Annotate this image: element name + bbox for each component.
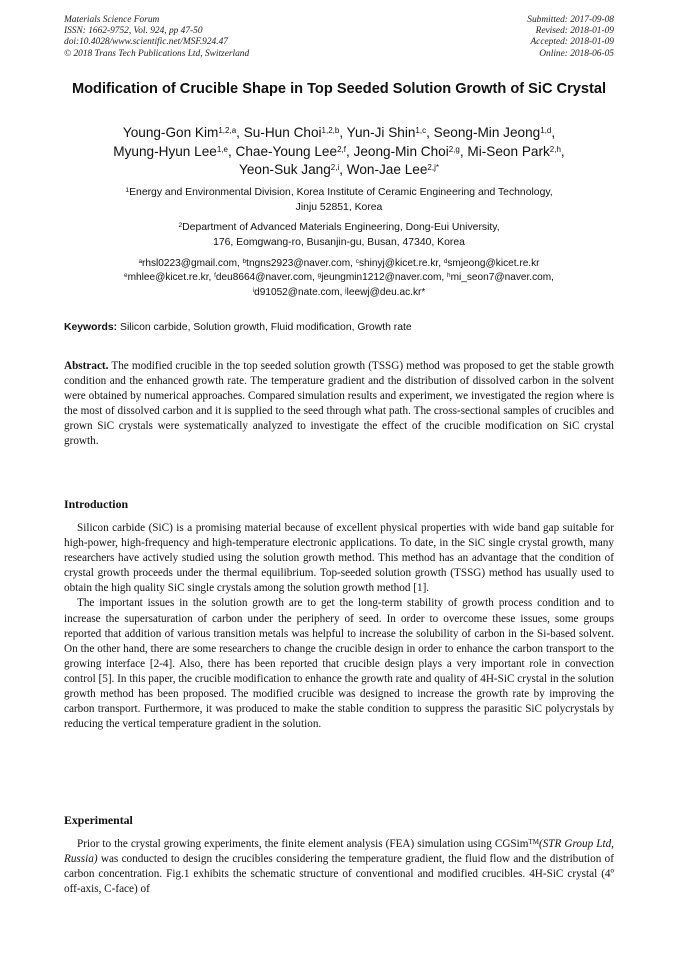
abstract bbox=[64, 359, 614, 450]
author: Seong-Min Jeong$^{1,d}$ bbox=[433, 125, 552, 140]
email: $^d$smjeong@kicet.re.kr bbox=[443, 258, 540, 269]
introduction-heading: Introduction bbox=[64, 497, 129, 511]
email: $^e$mhlee@kicet.re.kr bbox=[124, 272, 209, 284]
affiliation-2: $^2$Department of Advanced Materials Engineering, Dong-Eui University, 176, Eomgwang-ro, Busanjin-gu, Busan, 47340, Korea bbox=[178, 222, 500, 248]
email: $^j$leewj@deu.ac.kr* bbox=[345, 286, 426, 298]
affiliation-1: $^1$Energy and Environmental Division, Korea Institute of Ceramic Engineering and Technology, Jinju 52851, Korea bbox=[125, 187, 553, 213]
keywords-text: Silicon carbide, Solution growth, Fluid modification, Growth rate bbox=[120, 322, 412, 333]
email: $^g$jeungmin1212@naver.com bbox=[317, 272, 442, 284]
introduction-body bbox=[64, 521, 614, 732]
issn-line: ISSN: 1662-9752, Vol. 924, pp 47-50 bbox=[64, 26, 203, 37]
email: $^f$deu8664@naver.com bbox=[214, 272, 313, 284]
author: Su-Hun Choi$^{1,2,b}$ bbox=[243, 125, 340, 140]
abstract-label: Abstract. bbox=[64, 360, 109, 372]
experimental-body bbox=[64, 837, 614, 897]
paragraph: Silicon carbide (SiC) is a promising material because of excellent physical properties with wide band gap suitable for high-power, high-frequency and high-temperature electronic applications. To date, in the SiC single crystal growth, many researchers have actively studied using the solution growth method. This method has an advantage that the condition of crystal growth proceeds under the thermal equilibrium. Top-seeded solution growth (TSSG) method has usually used to obtain the high quality SiC single crystals among the solution growth method [1]. bbox=[64, 522, 614, 595]
author: Jeong-Min Choi$^{2,g}$ bbox=[353, 143, 460, 159]
author: Yun-Ji Shin$^{1,c}$ bbox=[346, 125, 427, 140]
copyright-line: © 2018 Trans Tech Publications Ltd, Switzerland bbox=[64, 48, 250, 59]
email: $^a$rhsl0223@gmail.com bbox=[138, 258, 237, 269]
email: $^b$tngns2923@naver.com bbox=[242, 258, 351, 269]
abstract-text: The modified crucible in the top seeded solution growth (TSSG) method was proposed to get the stable growth condition and the enhanced growth rate. The temperature gradient and the distribution of dissolved carbon in the solvent were obtained by numerical approaches. Compared simulation results and experiment, we investigated the region where is the most of dissolved carbon and it is supplied to the seed through what path. The cross-sectional samples of crucibles and grown SiC crystals were systematically analyzed to investigate the effect of the crucible modification on SiC crystal growth. bbox=[64, 360, 614, 448]
email: $^i$d91052@nate.com bbox=[252, 286, 340, 298]
author: Young-Gon Kim$^{1,2,a}$ bbox=[122, 125, 237, 140]
paragraph: Prior to the crystal growing experiments, the finite element analysis (FEA) simulation using CGSim™(STR Group Ltd, Russia) was conducted to design the crucibles considering the temperature gradient, the fluid flow and the distribution of carbon concentration. Fig.1 exhibits the schematic structure of conventional and modified crucibles. 4H-SiC crystal (4º off-axis, C-face) of bbox=[64, 838, 614, 896]
keywords bbox=[64, 321, 614, 335]
online-date: Online: 2018-06-05 bbox=[539, 48, 614, 59]
doi-line: doi:10.4028/www.scientific.net/MSF.924.47 bbox=[64, 37, 228, 48]
author-list: Young-Gon Kim$^{1,2,a}$, Su-Hun Choi$^{1,2,b}$, Yun-Ji Shin$^{1,c}$, Seong-Min Jeong$^{1,d}$, Myung-Hyun Lee$^{1,e}$, Chae-Young Lee$^{2,f}$, Jeong-Min Choi$^{2,g}$, Mi-Seon Park$^{2,h}$, Yeon-Suk Jang$^{2,i}$, Won-Jae Lee$^{2,j*}$ bbox=[113, 125, 565, 177]
author: Myung-Hyun Lee$^{1,e}$ bbox=[113, 143, 228, 159]
email: $^h$mi_seon7@naver.com bbox=[447, 272, 552, 284]
journal-header-right bbox=[527, 15, 614, 60]
author: Chae-Young Lee$^{2,f}$ bbox=[235, 143, 346, 159]
author-emails: $^a$rhsl0223@gmail.com, $^b$tngns2923@naver.com, $^c$shinyj@kicet.re.kr, $^d$smjeong@kicet.re.kr $^e$mhlee@kicet.re.kr, $^f$deu8664@naver.com, $^g$jeungmin1212@naver.com, $^h$mi_seon7@naver.com, $^i$d91052@nate.com, $^j$leewj@deu.ac.kr* bbox=[124, 258, 554, 298]
submitted-date: Submitted: 2017-09-08 bbox=[527, 15, 614, 25]
author: Mi-Seon Park$^{2,h}$ bbox=[467, 143, 561, 159]
journal-header-left bbox=[64, 15, 249, 60]
experimental-heading: Experimental bbox=[64, 813, 133, 827]
author: Won-Jae Lee$^{2,j*}$ bbox=[346, 162, 439, 177]
journal-name: Materials Science Forum bbox=[64, 15, 160, 25]
accepted-date: Accepted: 2018-01-09 bbox=[530, 37, 614, 48]
paragraph: The important issues in the solution growth are to get the long-term stability of growth process condition and to increase the supersaturation of carbon under the periphery of seed. In order to overcome these issues, some groups reported that addition of various transition metals was helpful to increase the solubility of carbon in the Si-based solvent. On the other hand, there are some researchers to change the crucible design in order to enhance the carbon transport to the growing interface [2-4]. Also, there has been reported that crucible design plays a very important role in convection control [5]. In this paper, the crucible modification to enhance the growth rate and quality of 4H-SiC crystal in the solution growth method has been proposed. The modified crucible was designed to increase the growth rate by improving the carbon transport. Furthermore, it was produced to make the stable condition to suppress the parasitic SiC polycrystals by reducing the vertical temperature gradient in the solution. bbox=[64, 597, 614, 731]
revised-date: Revised: 2018-01-09 bbox=[535, 26, 614, 37]
email: $^c$shinyj@kicet.re.kr bbox=[355, 258, 439, 269]
paper-title: Modification of Crucible Shape in Top Seeded Solution Growth of SiC Crystal bbox=[71, 81, 607, 97]
author: Yeon-Suk Jang$^{2,i}$ bbox=[239, 162, 340, 177]
keywords-label: Keywords: bbox=[64, 322, 118, 333]
